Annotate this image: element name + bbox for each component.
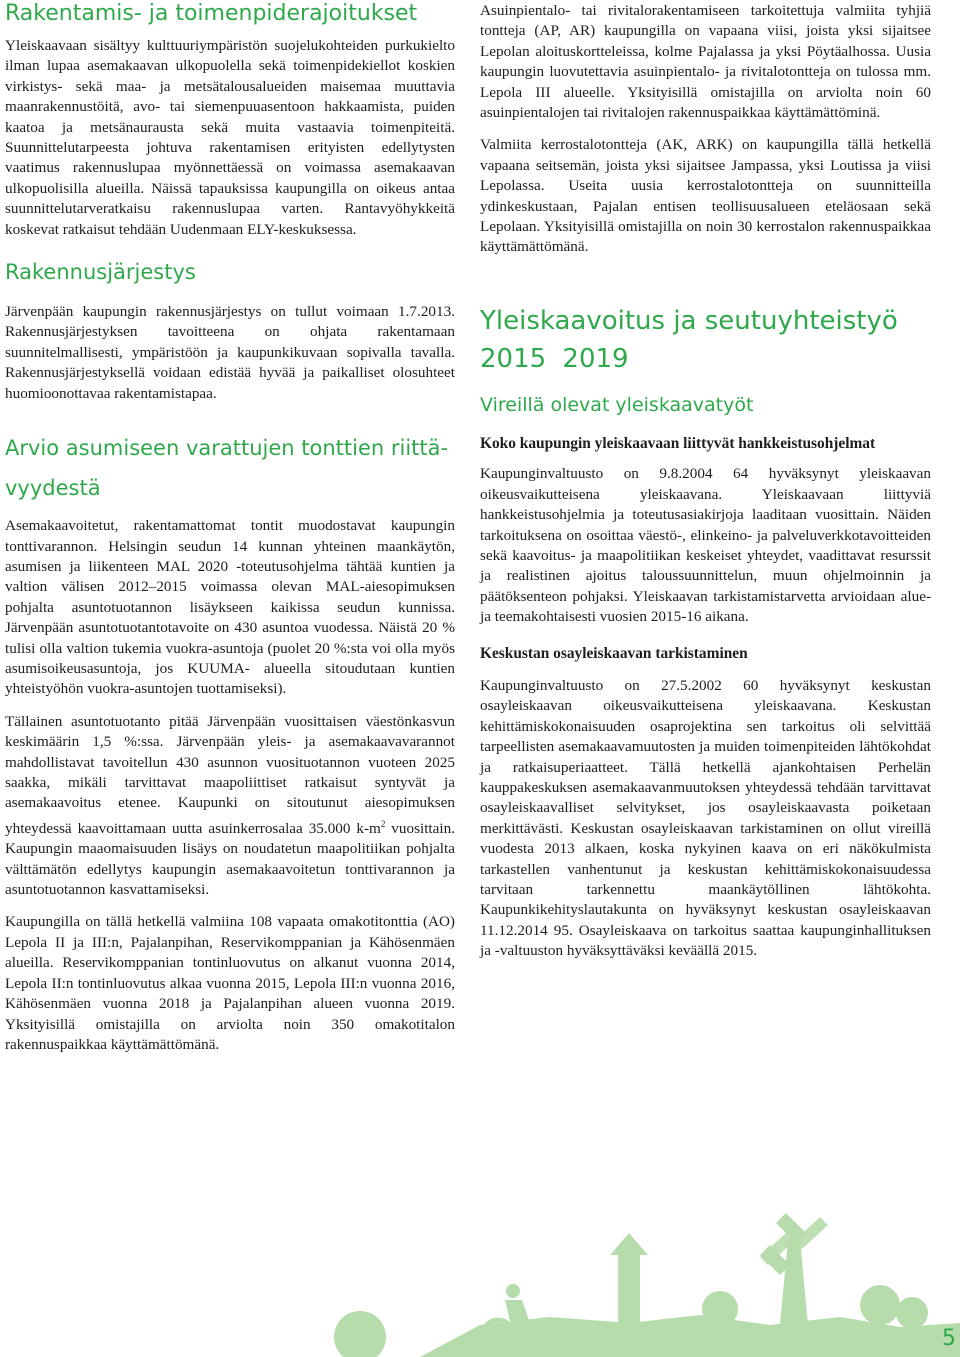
paragraph-estimate-3: Kaupungilla on tällä hetkellä valmiina 108 vapaata omakotitonttia (AO) Lepola II ja III:n, Pajalanpihan, Reservikomppanian ja Kähösenmäen alueilla. Reservikomppanian tontinluovutus on alkanut vuonna 2014, Lepola II:n tontinluovutus alkaa vuonna 2015, Lepola III:n vuonna 2016, Kähösenmäen vuonna 2018 ja Pajalanpihan alueen vuonna 2019. Yksityisillä omistajilla on arviolta noin 350 omakotitalon rakennuspaikkaa käyttämättömänä. [5, 913, 455, 1053]
silhouette-tower [618, 1255, 640, 1325]
paragraph-center-plan: Kaupunginvaltuusto on 27.5.2002 60 hyväksynyt keskustan osayleiskaavan oikeusvaikutteisena yleiskaavana. Keskustan kehittämiskokonaisuuden osaprojektina sen tarkoitus oli selvittää tarpeellisten asemakaavamuutosten ja muiden toimenpiteiden lähtökohdat ja ratkaisuperiaatteet. Tällä hetkellä ajankohtaisen Perhelän kauppakeskuksen asemakaavanmuutoksen yhteydessä tehdään tarvittavat osayleiskaavalliset selvitykset, jos osayleiskaavasta poiketaan merkittävästi. Keskustan osayleiskaavan tarkistaminen on ollut vireillä vuodesta 2013 alkaen, koska nykyinen kaava on eri näkökulmista tarkastellen vanhentunut ja keskustan kehittämiskokonaisuudessa tarvitaan tarkennettu maankäytöllinen lähtökohta. Kaupunkikehityslautakunta on hyväksynyt keskustan osayleiskaavan 11.12.2014 95. Osayleiskaava on tarkoitus saattaa kaupunginhallituksen ja -valtuuston hyväksyttäväksi keväällä 2015. [480, 676, 931, 960]
left-column [5, 0, 455, 1055]
paragraph-restrictions: Yleiskaavaan sisältyy kulttuuriympäristön suojelukohteiden purkukielto ilman lupaa asemakaavan ulkopuolella sekä toimenpidekiellot koskien virkistys- sekä maa- ja metsätalousalueiden maisemaa muuttavia maanrakennustöitä, avo- tai siemenpuuasentoon hakkaamista, puiden kaatoa ja metsänaurausta sekä muita vastaavia toimenpiteitä. Suunnittelutarpeesta johtuva rakentamisen erityisten edellytysten vaatimus rakennuslupaa myönnettäessä on voimassa asemakaavan ulkopuolisilla alueilla. Näissä tapauksissa kaupungilla on oikeus antaa suunnittelutarveratkaisu rakennuslupaa varten. Rantavyöhykkeitä koskevat ratkaisut tehdään Uudenmaan ELY-keskuksessa. [5, 37, 455, 238]
heading-main [480, 302, 931, 378]
paragraph-estimate-1: Asemakaavoitetut, rakentamattomat tontit muodostavat kaupungin tonttivarannon. Helsingin seudun 14 kunnan yhteinen maankäytön, asumisen ja liikenteen MAL 2020 -toteutusohjelma tähtää kuntien ja valtion välisen 2012–2015 voimassa olevan MAL-aiesopimuksen pohjalta asuntotuotannon lisäykseen kaikissa seudun kunnissa. Järvenpään asuntotuotantotavoite on 430 asuntoa vuodessa. Näistä 20 % tulisi olla valtion tukemia vuokra-asuntoja (puolet 20 %:sta voi olla myös asumisoikeusasuntoja, jos KUUMA- alueella sitoudutaan kuntien yhteistyöhön vuokra-asuntojen tuottamiseksi). [5, 517, 455, 698]
silhouette-tree-right-1 [860, 1285, 900, 1325]
silhouette-tree [334, 1311, 386, 1357]
subheading-general-plan: Koko kaupungin yleiskaavaan liittyvät hankkeistusohjelmat [480, 434, 876, 452]
heading-estimate-line1: Arvio asumiseen varattujen tonttien riittä- [5, 436, 449, 461]
heading-main-line2: 2015 2019 [480, 343, 629, 374]
paragraph-general-plan: Kaupunginvaltuusto on 9.8.2004 64 hyväksynyt yleiskaavan oikeusvaikutteisena yleiskaavana. Yleiskaavaan liittyviä hankkeistusohjelmia ja toteutusasiakirjoja laaditaan vuosittain. Näiden tarkoituksena on osoittaa väestö-, elinkeino- ja palveluverkkotavoitteiden sekä kaavoitus- ja maapolitiikan keskeiset yhteydet, vaadittavat resurssit ja realistinen ajoitus taloussuunnittelun, muun ohjelmoinnin ja päätöksenteon pohjaksi. Yleiskaavan tarkistamistarvetta arvioidaan alue- ja teemakohtaisesti vuosien 2015-16 aikana. [480, 465, 931, 626]
heading-building-order: Rakennusjärjestys [5, 260, 196, 285]
superscript-squared: 2 [380, 818, 386, 829]
paragraph-building-order: Järvenpään kaupungin rakennusjärjestys on tullut voimaan 1.7.2013. Rakennusjärjestyksen tavoitteena on ohjata rakentamaan suunnitelmallisesti, ympäristöön ja kaupunkikuvaan sopivalla tavalla. Rakennusjärjestyksellä voidaan edistää hyvää ja paikalliset olosuhteet huomioonottavaa rakentamistapaa. [5, 303, 455, 402]
heading-sub: Vireillä olevat yleiskaavatyöt [480, 393, 754, 416]
paragraph-estimate-2-b: vuosittain. Kaupungin maaomaisuuden lisäys on noudatetun maapolitiikan pohjalta välttämätön edellytys kaupungin asemakaavoitetun tonttivarannon ja asuntotuotannon kasvattamiseksi. [5, 819, 456, 899]
silhouette-cyclist-head [506, 1284, 520, 1298]
silhouette-cyclist-body [505, 1300, 530, 1323]
illustration-town-silhouette [300, 1205, 960, 1357]
heading-estimate [5, 428, 455, 508]
silhouette-tree-mid [702, 1291, 738, 1327]
heading-restrictions: Rakentamis- ja toimenpiderajoitukset [5, 1, 418, 26]
paragraph-intro-1: Asuinpientalo- tai rivitalorakentamiseen tarkoitettuja valmiita tyhjiä tontteja (AP, AR) kaupungilla on vapaana viisi, joista yksi sijaitsee Lepolan aloituskortteleissa, kolme Pajalassa ja yksi Pöytäalhossa. Uusia kaupungin luovutettavia asuinpientalo- ja rivitalotontteja on tulossa mm. Lepola III alueelle. Yksityisillä omistajilla on arviolta noin 60 asuinpientalojen tai rivitalojen rakennuspaikkaa käyttämättöminä. [480, 2, 931, 122]
heading-main-line1: Yleiskaavoitus ja seutuyhteistyö [480, 305, 898, 336]
subheading-center-plan: Keskustan osayleiskaavan tarkistaminen [480, 644, 748, 662]
heading-estimate-line2: vyydestä [5, 476, 101, 501]
silhouette-tower-top [610, 1233, 648, 1255]
paragraph-estimate-2-a: Tällainen asuntotuotanto pitää Järvenpään vuosittaisen väestönkasvun keskimäärin 1,5 %:ssa. Järvenpään yleis- ja asemakaavavarannot mahdollistavat tavoitellun 430 asunnon vuosituotannon vuoteen 2025 saakka, mikäli tarvittavat maapoliittiset ratkaisut syntyvät ja asemakaavoitus etenee. Kaupunki on sitoutunut aiesopimuksen yhteydessä kaavoittamaan uutta asuinkerrosalaa 35.000 k-m [5, 712, 455, 837]
paragraph-estimate-2 [5, 712, 455, 901]
paragraph-intro-2: Valmiita kerrostalotontteja (AK, ARK) on kaupungilla tällä hetkellä vapaana seitsemän, joista yksi sijaitsee Jampassa, yksi Loutissa ja viisi Lepolassa. Useita uusia kerrostalotontteja on suunnitteilla ydinkeskustaan, Pajalan entisen teollisuusalueen eteläosaan sekä Lepolaan. Yksityisillä omistajilla on noin 30 kerrostalon rakennuspaikkaa käyttämättömänä. [480, 136, 931, 256]
silhouette-shapes [334, 1213, 960, 1357]
page-number: 5 [942, 1326, 956, 1351]
right-column [480, 0, 931, 962]
silhouette-tree-right-2 [896, 1297, 928, 1329]
silhouette-windmill [760, 1213, 808, 1325]
